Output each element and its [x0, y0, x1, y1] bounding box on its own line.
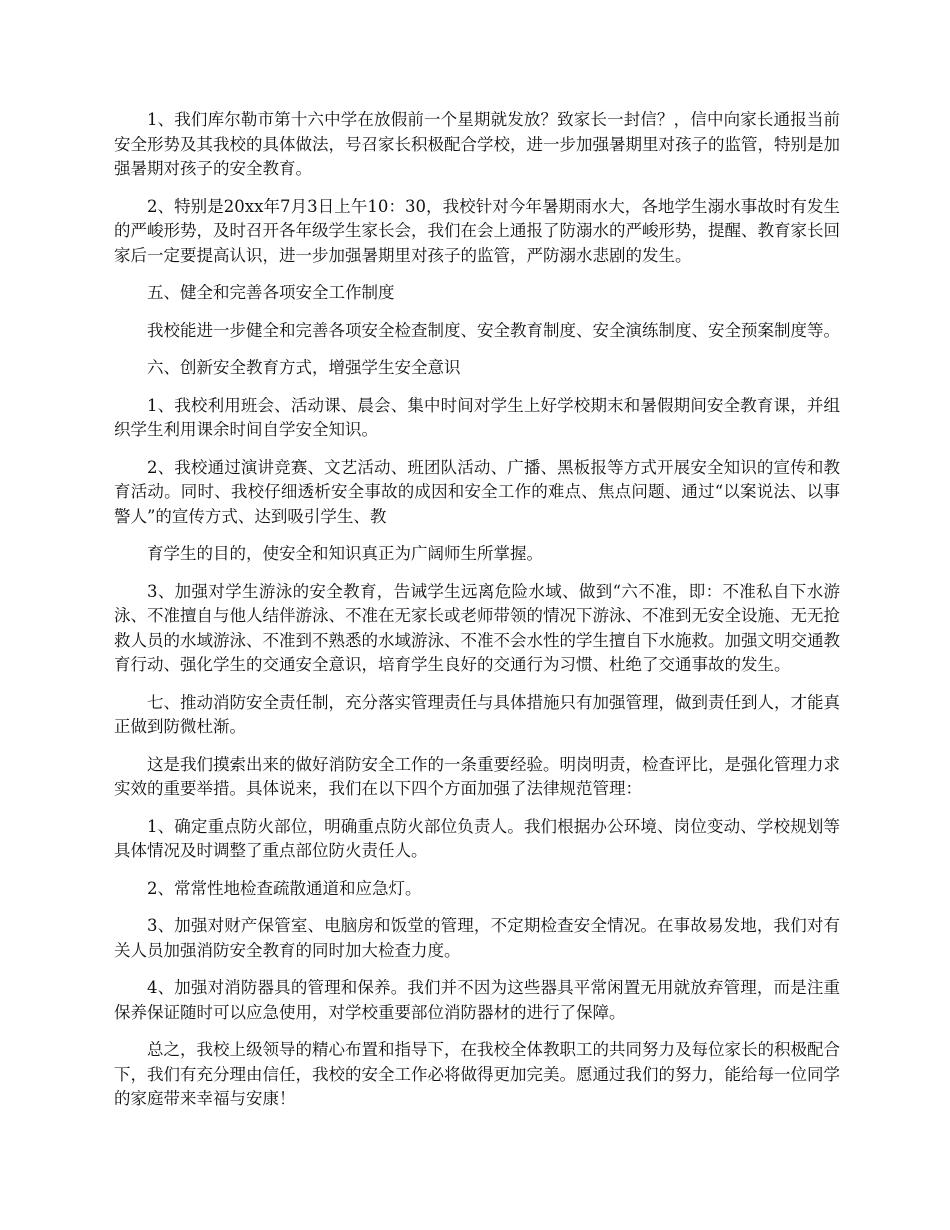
- paragraph-experience: 这是我们摸索出来的做好消防安全工作的一条重要经验。明岗明责，检查评比，是强化管理力求实效的重要举措。具体说来，我们在以下四个方面加强了法律规范管理：: [114, 754, 840, 798]
- document-page: [114, 108, 840, 1125]
- paragraph-parent-meeting: 2、特别是20xx年7月3日上午10：30，我校针对今年暑期雨水大，各地学生溺水事故时有发生的严峻形势，及时召开各年级学生家长会，我们在会上通报了防溺水的严峻形势，提醒、教育家长回家后一定要提高认识，进一步加强暑期里对孩子的监管，严防溺水悲剧的发生。: [114, 196, 840, 265]
- paragraph-conclusion: 总之，我校上级领导的精心布置和指导下，在我校全体教职工的共同努力及每位家长的积极配合下，我们有充分理由信任，我校的安全工作必将做得更加完美。愿通过我们的努力，能给每一位同学的家庭带来幸福与安康！: [114, 1040, 840, 1108]
- paragraph-activities-continued: 育学生的目的，使安全和知识真正为广阔师生所掌握。: [147, 544, 543, 563]
- paragraph-property-management: 3、加强对财产保管室、电脑房和饭堂的管理，不定期检查安全情况。在事故易发地，我们对有关人员加强消防安全教育的同时加大检查力度。: [114, 916, 840, 960]
- paragraph-activities: 2、我校通过演讲竞赛、文艺活动、班团队活动、广播、黑板报等方式开展安全知识的宣传和教育活动。同时、我校仔细透析安全事故的成因和安全工作的难点、焦点问题、通过“以案说法、以事警人”的宣传方式、达到吸引学生、教: [114, 457, 840, 526]
- paragraph-evacuation-check: 2、常常性地检查疏散通道和应急灯。: [147, 878, 422, 898]
- paragraph-safety-systems: 我校能进一步健全和完善各项安全检查制度、安全教育制度、安全演练制度、安全预案制度等。: [147, 320, 840, 340]
- paragraph-swimming-safety: 3、加强对学生游泳的安全教育，告诫学生远离危险水域、做到“六不准，即：不准私自下水游泳、不准擅自与他人结伴游泳、不准在无家长或老师带领的情况下游泳、不准到无安全设施、无无抢救人员的水域游泳、不准到不熟悉的水域游泳、不准不会水性的学生擅自下水施救。加强文明交通教育行动、强化学生的交通安全意识，培育学生良好的交通行为习惯、杜绝了交通事故的发生。: [114, 581, 840, 674]
- section-heading-six: 六、创新安全教育方式，增强学生安全意识: [147, 358, 461, 377]
- paragraph-section-seven: 七、推动消防安全责任制，充分落实管理责任与具体措施只有加强管理，做到责任到人，才能真正做到防微杜渐。: [114, 692, 840, 736]
- paragraph-fire-location: 1、确定重点防火部位，明确重点防火部位负责人。我们根据办公环境、岗位变动、学校规划等具体情况及时调整了重点部位防火责任人。: [114, 816, 840, 860]
- paragraph-class-meetings: 1、我校利用班会、活动课、晨会、集中时间对学生上好学校期末和暑假期间安全教育课，并组织学生利用课余时间自学安全知识。: [114, 395, 840, 439]
- section-heading-five: 五、健全和完善各项安全工作制度: [147, 283, 395, 302]
- paragraph-fire-equipment: 4、加强对消防器具的管理和保养。我们并不因为这些器具平常闲置无用就放弃管理，而是注重保养保证随时可以应急使用，对学校重要部位消防器材的进行了保障。: [114, 978, 840, 1022]
- paragraph-parent-letter: 1、我们库尔勒市第十六中学在放假前一个星期就发放？致家长一封信？，信中向家长通报当前安全形势及其我校的具体做法，号召家长积极配合学校，进一步加强暑期里对孩子的监管，特别是加强暑期对孩子的安全教育。: [114, 110, 840, 178]
